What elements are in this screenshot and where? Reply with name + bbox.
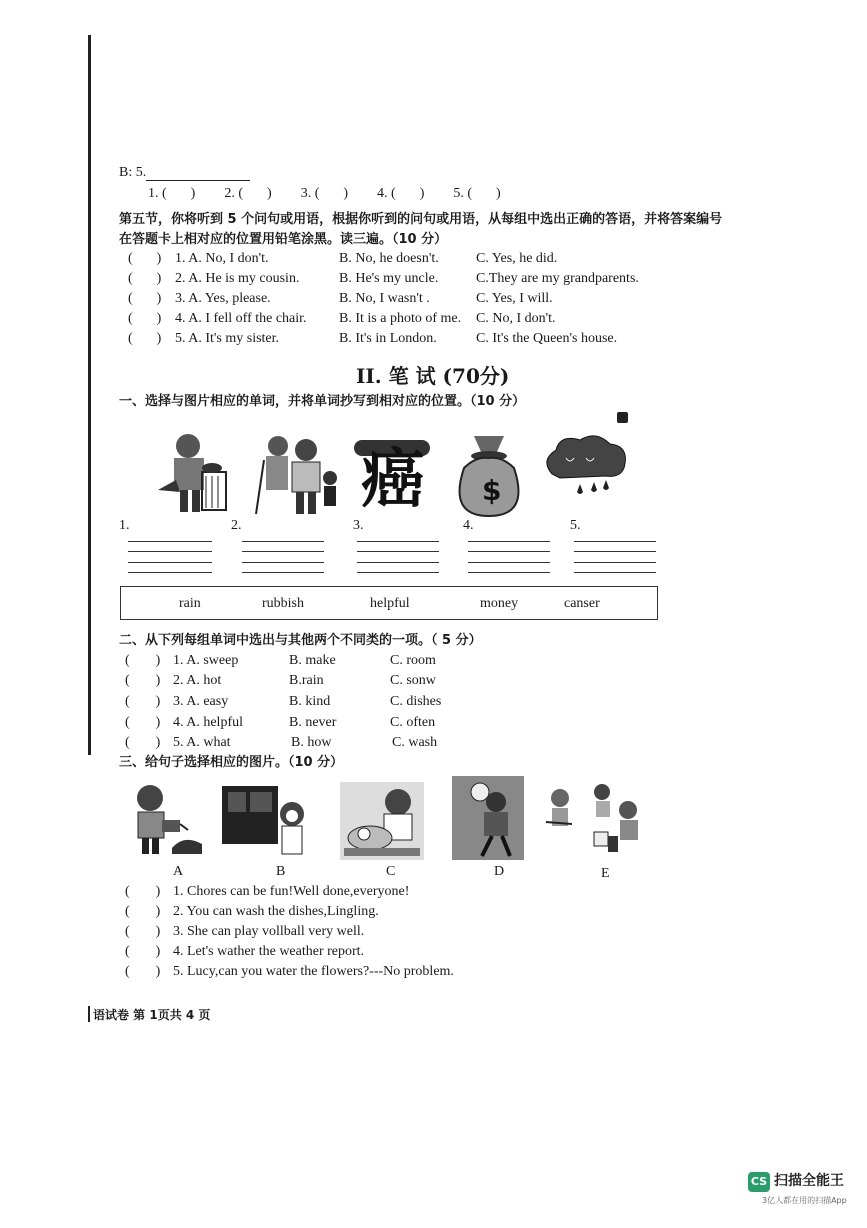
prev-answer-4-close: ) (419, 186, 425, 201)
part2-title: 二、从下列每组单词中选出与其他两个不同类的一项。（ 5 分） (119, 633, 482, 648)
picture-e-chores-group (544, 780, 648, 858)
prev-answer-row (148, 186, 501, 202)
cancer-character-picture (348, 440, 438, 518)
part1-num: 4. (463, 518, 474, 533)
part2-option-c: C. dishes (390, 694, 442, 709)
part3-answer-paren[interactable]: ( ) (125, 904, 161, 919)
part2-answer-paren[interactable]: ( ) (125, 694, 161, 709)
page-number-label: 语试卷 第 1页共 4 页 (93, 1008, 211, 1022)
sec5-item-option-c: C. Yes, he did. (476, 251, 558, 266)
word-bank-item: rubbish (262, 596, 304, 611)
part2-answer-paren[interactable]: ( ) (125, 735, 161, 750)
helpful-cartoon-picture (250, 430, 340, 520)
sec5-item-option-a: 3. A. Yes, please. (175, 291, 271, 306)
brand-name: 扫描全能王 (774, 1173, 844, 1189)
part1-num: 3. (353, 518, 364, 533)
money-bag-picture (444, 428, 534, 520)
picture-b-weather-report (222, 786, 310, 856)
prev-answer-4-open: 4. ( (377, 186, 396, 201)
part2-option-c: C. sonw (390, 673, 436, 688)
sec5-item-option-a: 2. A. He is my cousin. (175, 271, 300, 286)
sec5-item-option-b: B. It is a photo of me. (339, 311, 462, 326)
picture-label: C (386, 864, 396, 879)
part2-option-a: 3. A. easy (173, 694, 229, 709)
part3-answer-paren[interactable]: ( ) (125, 964, 161, 979)
sec5-item-paren[interactable]: ( ) (128, 251, 162, 266)
sec5-item-option-c: C. It's the Queen's house. (476, 331, 618, 346)
part2-option-b: B. kind (289, 694, 331, 709)
part2-option-a: 2. A. hot (173, 673, 222, 688)
part2-option-b: B. never (289, 715, 337, 730)
word-bank-item: helpful (370, 596, 410, 611)
picture-label: A (173, 864, 184, 879)
b5-line (119, 165, 250, 181)
sec5-item-paren[interactable]: ( ) (128, 291, 162, 306)
picture-label: D (494, 864, 505, 879)
word-bank-item: rain (179, 596, 201, 611)
prev-answer-5-close: ) (496, 186, 501, 201)
part2-option-a: 1. A. sweep (173, 653, 239, 668)
picture-label: E (601, 866, 610, 881)
part2-option-a: 4. A. helpful (173, 715, 243, 730)
prev-answer-3-open: 3. ( (300, 186, 320, 201)
sec5-item-option-a: 1. A. No, I don't. (175, 251, 269, 266)
part1-num: 2. (231, 518, 242, 533)
cancer-character-text: 癌 (361, 443, 425, 517)
part2-answer-paren[interactable]: ( ) (125, 673, 161, 688)
sec5-item-option-b: B. No, I wasn't . (339, 291, 430, 306)
rain-cloud-picture (540, 430, 630, 504)
sec5-title-line2: 在答题卡上相对应的位置用铅笔涂黑。读三遍。（10 分） (119, 232, 448, 247)
word-bank-item: canser (564, 596, 600, 611)
sec5-item-option-c: C. Yes, I will. (476, 291, 553, 306)
sec5-item-paren[interactable]: ( ) (128, 311, 162, 326)
picture-d-volleyball (452, 776, 524, 860)
part2-answer-paren[interactable]: ( ) (125, 653, 161, 668)
brand-tagline: 3亿人都在用的扫描App (762, 1196, 847, 1205)
binding-margin-line (88, 35, 91, 755)
sec5-title-line1: 第五节，你将听到 5 个问句或用语，根据你听到的问句或用语，从每组中选出正确的答语，并将答案编号 (119, 212, 723, 227)
part2-option-b: B. how (291, 735, 332, 750)
part3-answer-paren[interactable]: ( ) (125, 884, 161, 899)
part2-option-c: C. wash (392, 735, 438, 750)
written-heading: II. 笔 试 (70分) (356, 364, 510, 388)
part2-option-c: C. often (390, 715, 436, 730)
part3-answer-paren[interactable]: ( ) (125, 924, 161, 939)
part3-answer-paren[interactable]: ( ) (125, 944, 161, 959)
sec5-item-option-b: B. He's my uncle. (339, 271, 439, 286)
svg-text:$: $ (482, 474, 502, 507)
word-bank-item: money (480, 596, 519, 611)
sec5-item-option-b: B. It's in London. (339, 331, 437, 346)
part1-title: 一、选择与图片相应的单词，并将单词抄写到相对应的位置。（10 分） (119, 394, 526, 409)
sec5-item-option-c: C.They are my grandparents. (476, 271, 639, 286)
prev-answer-1-open: 1. ( (148, 186, 167, 201)
sec5-item-option-a: 5. A. It's my sister. (175, 331, 280, 346)
part2-option-a: 5. A. what (173, 735, 231, 750)
sec5-item-option-b: B. No, he doesn't. (339, 251, 439, 266)
part3-sentence: 2. You can wash the dishes,Lingling. (173, 904, 379, 919)
sec5-item-paren[interactable]: ( ) (128, 331, 162, 346)
picture-label: B (276, 864, 286, 879)
prev-answer-2-open: 2. ( (224, 186, 244, 201)
part2-option-b: B.rain (289, 673, 324, 688)
part1-num: 5. (570, 518, 581, 533)
part1-num: 1. (119, 518, 130, 533)
b5-answer-blank[interactable] (146, 168, 250, 181)
prev-answer-1-close: ) (190, 186, 196, 201)
prev-answer-5-open: 5. ( (453, 186, 473, 201)
part3-title: 三、给句子选择相应的图片。（10 分） (119, 755, 344, 770)
rubbish-cartoon-picture (150, 428, 240, 520)
b5-label: B: 5. (119, 165, 147, 180)
sec5-item-option-c: C. No, I don't. (476, 311, 556, 326)
part2-option-b: B. make (289, 653, 336, 668)
part3-sentence: 1. Chores can be fun!Well done,everyone! (173, 884, 410, 899)
part3-sentence: 4. Let's wather the weather report. (173, 944, 365, 959)
prev-answer-2-close: ) (267, 186, 272, 201)
picture-a-watering-flowers (122, 782, 206, 858)
prev-answer-3-close: ) (343, 186, 349, 201)
part3-sentence: 3. She can play vollball very well. (173, 924, 365, 939)
part2-answer-paren[interactable]: ( ) (125, 715, 161, 730)
part3-sentence: 5. Lucy,can you water the flowers?---No problem. (173, 964, 454, 979)
sec5-item-paren[interactable]: ( ) (128, 271, 162, 286)
part2-option-c: C. room (390, 653, 436, 668)
scan-mark-icon (617, 412, 628, 423)
picture-c-washing-dishes (340, 782, 424, 860)
footer-bar (88, 1006, 90, 1022)
sec5-item-option-a: 4. A. I fell off the chair. (175, 311, 307, 326)
camscanner-logo-icon: CS (748, 1172, 770, 1192)
